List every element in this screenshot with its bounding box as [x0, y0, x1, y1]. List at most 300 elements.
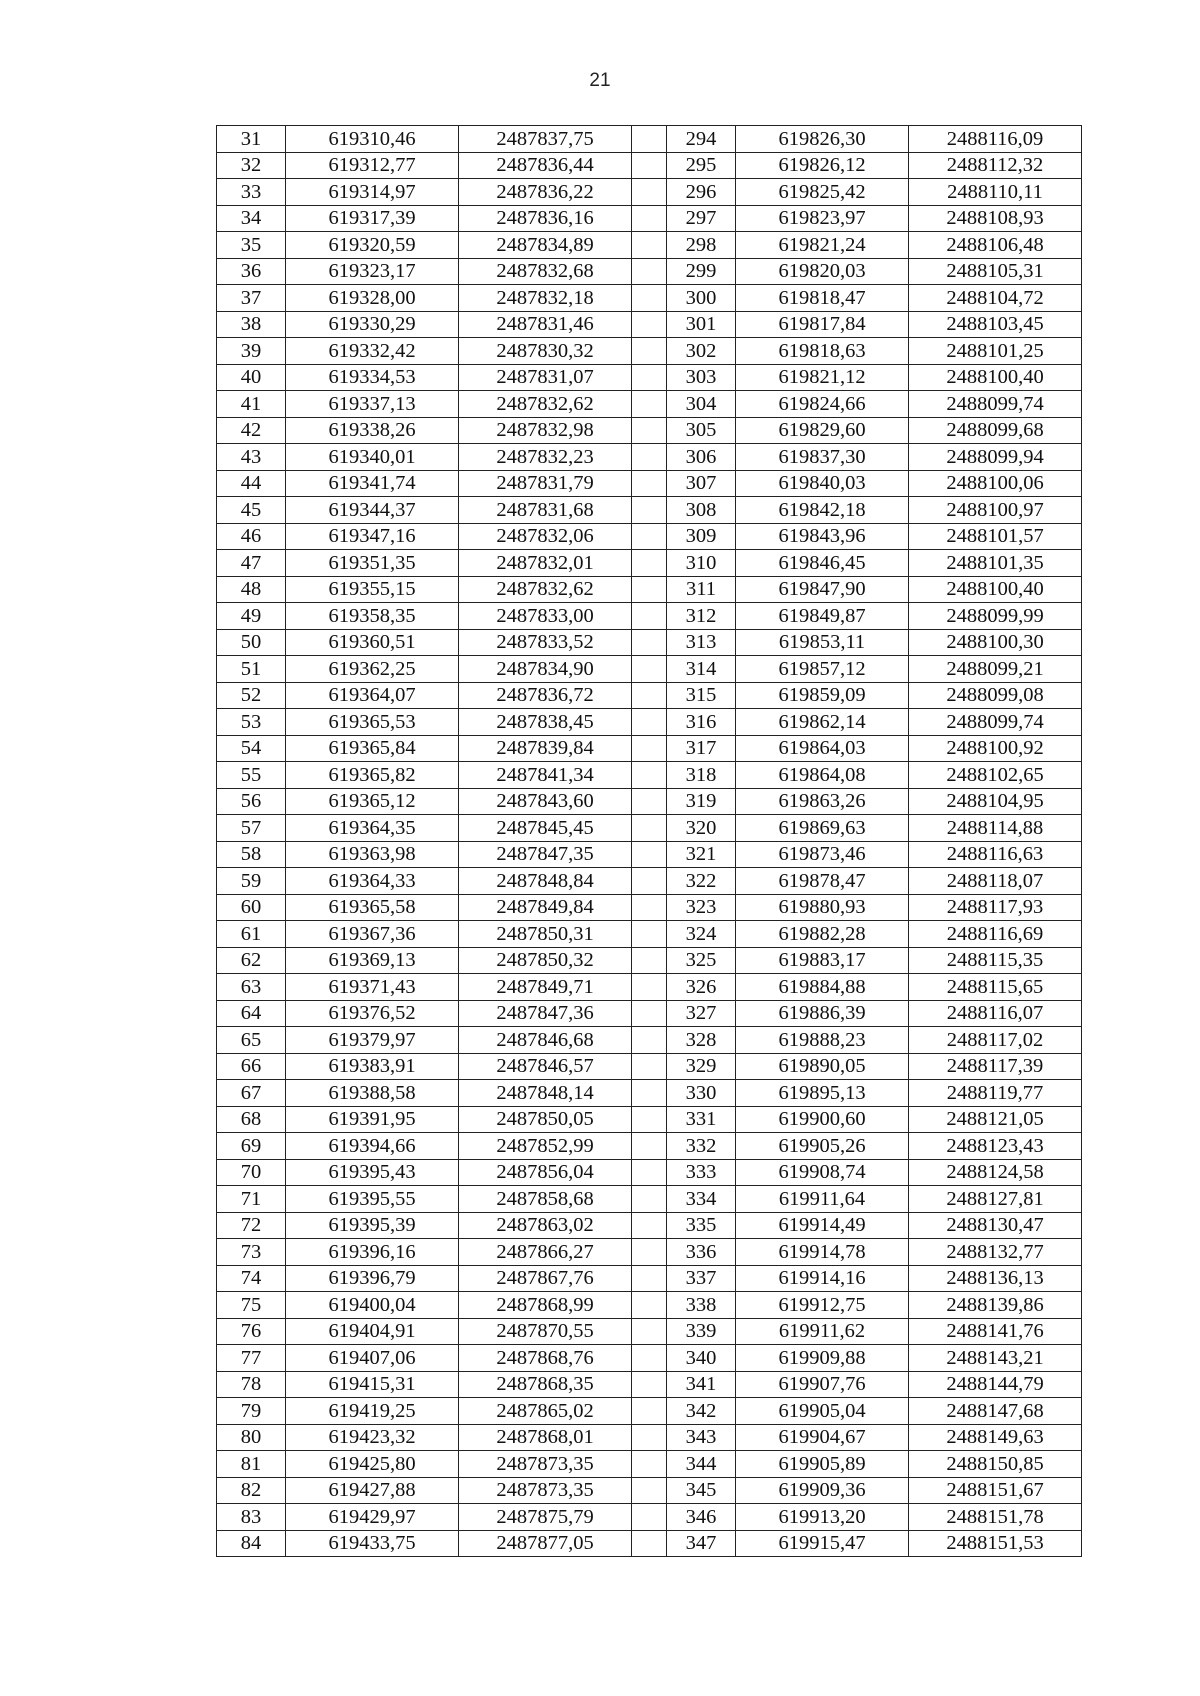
table-row: [217, 947, 1082, 974]
x-coordinate-right: 619905,89: [736, 1451, 909, 1478]
column-spacer: [632, 947, 667, 974]
table-row: [217, 1106, 1082, 1133]
column-spacer: [632, 152, 667, 179]
x-coordinate-left: 619365,82: [286, 762, 459, 789]
y-coordinate-right: 2488099,74: [909, 391, 1082, 418]
y-coordinate-right: 2488121,05: [909, 1106, 1082, 1133]
y-coordinate-right: 2488149,63: [909, 1424, 1082, 1451]
point-number-right: 332: [667, 1133, 736, 1160]
table-row: [217, 576, 1082, 603]
table-row: [217, 1292, 1082, 1319]
point-number-left: 58: [217, 841, 286, 868]
column-spacer: [632, 364, 667, 391]
y-coordinate-left: 2487836,72: [459, 682, 632, 709]
y-coordinate-left: 2487831,79: [459, 470, 632, 497]
x-coordinate-left: 619363,98: [286, 841, 459, 868]
x-coordinate-left: 619365,84: [286, 735, 459, 762]
y-coordinate-right: 2488099,21: [909, 656, 1082, 683]
x-coordinate-left: 619332,42: [286, 338, 459, 365]
point-number-left: 82: [217, 1477, 286, 1504]
point-number-right: 320: [667, 815, 736, 842]
y-coordinate-right: 2488104,72: [909, 285, 1082, 312]
point-number-left: 74: [217, 1265, 286, 1292]
point-number-left: 77: [217, 1345, 286, 1372]
point-number-right: 340: [667, 1345, 736, 1372]
column-spacer: [632, 1265, 667, 1292]
y-coordinate-left: 2487849,84: [459, 894, 632, 921]
y-coordinate-right: 2488100,40: [909, 576, 1082, 603]
point-number-right: 309: [667, 523, 736, 550]
y-coordinate-left: 2487830,32: [459, 338, 632, 365]
table-row: [217, 1265, 1082, 1292]
y-coordinate-right: 2488150,85: [909, 1451, 1082, 1478]
y-coordinate-right: 2488110,11: [909, 179, 1082, 206]
y-coordinate-right: 2488117,39: [909, 1053, 1082, 1080]
point-number-left: 52: [217, 682, 286, 709]
point-number-left: 46: [217, 523, 286, 550]
point-number-right: 314: [667, 656, 736, 683]
x-coordinate-left: 619429,97: [286, 1504, 459, 1531]
point-number-right: 295: [667, 152, 736, 179]
x-coordinate-right: 619895,13: [736, 1080, 909, 1107]
table-row: [217, 1530, 1082, 1557]
column-spacer: [632, 1398, 667, 1425]
x-coordinate-right: 619888,23: [736, 1027, 909, 1054]
y-coordinate-left: 2487847,36: [459, 1000, 632, 1027]
x-coordinate-right: 619878,47: [736, 868, 909, 895]
y-coordinate-right: 2488139,86: [909, 1292, 1082, 1319]
table-row: [217, 974, 1082, 1001]
y-coordinate-right: 2488123,43: [909, 1133, 1082, 1160]
table-row: [217, 709, 1082, 736]
point-number-right: 334: [667, 1186, 736, 1213]
x-coordinate-left: 619337,13: [286, 391, 459, 418]
x-coordinate-left: 619419,25: [286, 1398, 459, 1425]
point-number-right: 304: [667, 391, 736, 418]
point-number-right: 347: [667, 1530, 736, 1557]
point-number-left: 65: [217, 1027, 286, 1054]
y-coordinate-left: 2487846,57: [459, 1053, 632, 1080]
y-coordinate-right: 2488115,35: [909, 947, 1082, 974]
x-coordinate-right: 619905,04: [736, 1398, 909, 1425]
y-coordinate-left: 2487839,84: [459, 735, 632, 762]
x-coordinate-right: 619904,67: [736, 1424, 909, 1451]
x-coordinate-right: 619886,39: [736, 1000, 909, 1027]
column-spacer: [632, 1027, 667, 1054]
y-coordinate-right: 2488119,77: [909, 1080, 1082, 1107]
x-coordinate-left: 619317,39: [286, 205, 459, 232]
table-row: [217, 1371, 1082, 1398]
x-coordinate-left: 619338,26: [286, 417, 459, 444]
point-number-right: 331: [667, 1106, 736, 1133]
column-spacer: [632, 1212, 667, 1239]
point-number-left: 36: [217, 258, 286, 285]
table-row: [217, 391, 1082, 418]
x-coordinate-right: 619911,64: [736, 1186, 909, 1213]
point-number-left: 37: [217, 285, 286, 312]
x-coordinate-right: 619907,76: [736, 1371, 909, 1398]
x-coordinate-right: 619884,88: [736, 974, 909, 1001]
y-coordinate-left: 2487832,62: [459, 576, 632, 603]
point-number-right: 339: [667, 1318, 736, 1345]
x-coordinate-right: 619842,18: [736, 497, 909, 524]
x-coordinate-left: 619379,97: [286, 1027, 459, 1054]
y-coordinate-right: 2488099,74: [909, 709, 1082, 736]
table-row: [217, 762, 1082, 789]
point-number-left: 51: [217, 656, 286, 683]
point-number-right: 305: [667, 417, 736, 444]
column-spacer: [632, 1239, 667, 1266]
table-row: [217, 364, 1082, 391]
x-coordinate-right: 619914,78: [736, 1239, 909, 1266]
point-number-left: 81: [217, 1451, 286, 1478]
y-coordinate-right: 2488101,25: [909, 338, 1082, 365]
y-coordinate-left: 2487868,35: [459, 1371, 632, 1398]
x-coordinate-right: 619864,03: [736, 735, 909, 762]
point-number-left: 40: [217, 364, 286, 391]
column-spacer: [632, 550, 667, 577]
x-coordinate-right: 619890,05: [736, 1053, 909, 1080]
column-spacer: [632, 470, 667, 497]
point-number-left: 53: [217, 709, 286, 736]
point-number-left: 57: [217, 815, 286, 842]
point-number-right: 312: [667, 603, 736, 630]
column-spacer: [632, 417, 667, 444]
table-row: [217, 126, 1082, 153]
column-spacer: [632, 921, 667, 948]
point-number-left: 67: [217, 1080, 286, 1107]
point-number-right: 324: [667, 921, 736, 948]
y-coordinate-left: 2487849,71: [459, 974, 632, 1001]
y-coordinate-left: 2487852,99: [459, 1133, 632, 1160]
x-coordinate-left: 619394,66: [286, 1133, 459, 1160]
column-spacer: [632, 656, 667, 683]
y-coordinate-left: 2487848,84: [459, 868, 632, 895]
column-spacer: [632, 444, 667, 471]
point-number-right: 313: [667, 629, 736, 656]
x-coordinate-right: 619869,63: [736, 815, 909, 842]
x-coordinate-left: 619407,06: [286, 1345, 459, 1372]
x-coordinate-left: 619371,43: [286, 974, 459, 1001]
column-spacer: [632, 735, 667, 762]
column-spacer: [632, 709, 667, 736]
point-number-right: 343: [667, 1424, 736, 1451]
x-coordinate-left: 619364,33: [286, 868, 459, 895]
table-row: [217, 1239, 1082, 1266]
column-spacer: [632, 1424, 667, 1451]
point-number-right: 336: [667, 1239, 736, 1266]
y-coordinate-right: 2488102,65: [909, 762, 1082, 789]
column-spacer: [632, 285, 667, 312]
table-row: [217, 232, 1082, 259]
table-row: [217, 311, 1082, 338]
point-number-right: 342: [667, 1398, 736, 1425]
point-number-left: 50: [217, 629, 286, 656]
point-number-right: 337: [667, 1265, 736, 1292]
x-coordinate-left: 619351,35: [286, 550, 459, 577]
x-coordinate-left: 619312,77: [286, 152, 459, 179]
point-number-left: 70: [217, 1159, 286, 1186]
x-coordinate-right: 619909,36: [736, 1477, 909, 1504]
table-row: [217, 1424, 1082, 1451]
y-coordinate-left: 2487850,32: [459, 947, 632, 974]
table-row: [217, 841, 1082, 868]
x-coordinate-right: 619914,49: [736, 1212, 909, 1239]
y-coordinate-left: 2487832,06: [459, 523, 632, 550]
x-coordinate-right: 619873,46: [736, 841, 909, 868]
y-coordinate-left: 2487837,75: [459, 126, 632, 153]
column-spacer: [632, 338, 667, 365]
point-number-left: 35: [217, 232, 286, 259]
point-number-left: 76: [217, 1318, 286, 1345]
x-coordinate-left: 619396,16: [286, 1239, 459, 1266]
table-row: [217, 258, 1082, 285]
column-spacer: [632, 1504, 667, 1531]
x-coordinate-right: 619821,24: [736, 232, 909, 259]
y-coordinate-left: 2487847,35: [459, 841, 632, 868]
point-number-left: 83: [217, 1504, 286, 1531]
point-number-left: 31: [217, 126, 286, 153]
column-spacer: [632, 1080, 667, 1107]
y-coordinate-left: 2487866,27: [459, 1239, 632, 1266]
table-row: [217, 338, 1082, 365]
point-number-left: 73: [217, 1239, 286, 1266]
table-row: [217, 1027, 1082, 1054]
point-number-left: 49: [217, 603, 286, 630]
table-row: [217, 815, 1082, 842]
point-number-left: 71: [217, 1186, 286, 1213]
table-row: [217, 470, 1082, 497]
point-number-left: 38: [217, 311, 286, 338]
column-spacer: [632, 126, 667, 153]
table-row: [217, 1133, 1082, 1160]
table-row: [217, 1053, 1082, 1080]
x-coordinate-left: 619388,58: [286, 1080, 459, 1107]
y-coordinate-left: 2487868,76: [459, 1345, 632, 1372]
column-spacer: [632, 1477, 667, 1504]
y-coordinate-left: 2487832,98: [459, 417, 632, 444]
column-spacer: [632, 391, 667, 418]
column-spacer: [632, 788, 667, 815]
x-coordinate-right: 619900,60: [736, 1106, 909, 1133]
x-coordinate-right: 619826,12: [736, 152, 909, 179]
point-number-left: 42: [217, 417, 286, 444]
y-coordinate-right: 2488105,31: [909, 258, 1082, 285]
x-coordinate-right: 619853,11: [736, 629, 909, 656]
point-number-right: 325: [667, 947, 736, 974]
table-row: [217, 603, 1082, 630]
y-coordinate-left: 2487832,01: [459, 550, 632, 577]
y-coordinate-left: 2487834,89: [459, 232, 632, 259]
column-spacer: [632, 841, 667, 868]
x-coordinate-right: 619817,84: [736, 311, 909, 338]
y-coordinate-left: 2487867,76: [459, 1265, 632, 1292]
column-spacer: [632, 629, 667, 656]
y-coordinate-left: 2487833,00: [459, 603, 632, 630]
y-coordinate-left: 2487850,31: [459, 921, 632, 948]
table-row: [217, 656, 1082, 683]
y-coordinate-right: 2488116,69: [909, 921, 1082, 948]
point-number-left: 79: [217, 1398, 286, 1425]
x-coordinate-left: 619425,80: [286, 1451, 459, 1478]
x-coordinate-right: 619846,45: [736, 550, 909, 577]
point-number-right: 346: [667, 1504, 736, 1531]
column-spacer: [632, 497, 667, 524]
point-number-left: 80: [217, 1424, 286, 1451]
table-row: [217, 735, 1082, 762]
y-coordinate-right: 2488103,45: [909, 311, 1082, 338]
x-coordinate-right: 619826,30: [736, 126, 909, 153]
point-number-left: 60: [217, 894, 286, 921]
y-coordinate-right: 2488116,07: [909, 1000, 1082, 1027]
x-coordinate-right: 619849,87: [736, 603, 909, 630]
y-coordinate-left: 2487870,55: [459, 1318, 632, 1345]
x-coordinate-left: 619433,75: [286, 1530, 459, 1557]
x-coordinate-left: 619400,04: [286, 1292, 459, 1319]
point-number-right: 317: [667, 735, 736, 762]
x-coordinate-left: 619383,91: [286, 1053, 459, 1080]
x-coordinate-right: 619823,97: [736, 205, 909, 232]
column-spacer: [632, 1292, 667, 1319]
point-number-left: 33: [217, 179, 286, 206]
y-coordinate-left: 2487858,68: [459, 1186, 632, 1213]
column-spacer: [632, 523, 667, 550]
point-number-right: 308: [667, 497, 736, 524]
point-number-left: 56: [217, 788, 286, 815]
point-number-left: 69: [217, 1133, 286, 1160]
point-number-left: 68: [217, 1106, 286, 1133]
y-coordinate-right: 2488106,48: [909, 232, 1082, 259]
x-coordinate-left: 619427,88: [286, 1477, 459, 1504]
y-coordinate-left: 2487850,05: [459, 1106, 632, 1133]
point-number-right: 326: [667, 974, 736, 1001]
x-coordinate-left: 619340,01: [286, 444, 459, 471]
x-coordinate-right: 619829,60: [736, 417, 909, 444]
point-number-left: 54: [217, 735, 286, 762]
y-coordinate-right: 2488099,94: [909, 444, 1082, 471]
point-number-right: 341: [667, 1371, 736, 1398]
x-coordinate-right: 619837,30: [736, 444, 909, 471]
x-coordinate-right: 619840,03: [736, 470, 909, 497]
y-coordinate-left: 2487873,35: [459, 1451, 632, 1478]
table-row: [217, 550, 1082, 577]
table-row: [217, 921, 1082, 948]
x-coordinate-right: 619913,20: [736, 1504, 909, 1531]
x-coordinate-left: 619360,51: [286, 629, 459, 656]
y-coordinate-right: 2488108,93: [909, 205, 1082, 232]
y-coordinate-left: 2487832,18: [459, 285, 632, 312]
x-coordinate-right: 619820,03: [736, 258, 909, 285]
column-spacer: [632, 1530, 667, 1557]
x-coordinate-left: 619415,31: [286, 1371, 459, 1398]
point-number-left: 32: [217, 152, 286, 179]
x-coordinate-right: 619859,09: [736, 682, 909, 709]
point-number-left: 59: [217, 868, 286, 895]
table-row: [217, 523, 1082, 550]
x-coordinate-left: 619423,32: [286, 1424, 459, 1451]
column-spacer: [632, 1133, 667, 1160]
x-coordinate-right: 619843,96: [736, 523, 909, 550]
x-coordinate-left: 619364,35: [286, 815, 459, 842]
x-coordinate-right: 619912,75: [736, 1292, 909, 1319]
table-row: [217, 1159, 1082, 1186]
page-number: 21: [589, 70, 611, 91]
x-coordinate-right: 619880,93: [736, 894, 909, 921]
x-coordinate-left: 619365,53: [286, 709, 459, 736]
column-spacer: [632, 1451, 667, 1478]
y-coordinate-left: 2487836,16: [459, 205, 632, 232]
x-coordinate-right: 619883,17: [736, 947, 909, 974]
x-coordinate-left: 619358,35: [286, 603, 459, 630]
x-coordinate-left: 619320,59: [286, 232, 459, 259]
table-row: [217, 629, 1082, 656]
point-number-left: 78: [217, 1371, 286, 1398]
x-coordinate-left: 619365,58: [286, 894, 459, 921]
y-coordinate-left: 2487833,52: [459, 629, 632, 656]
column-spacer: [632, 682, 667, 709]
table-row: [217, 682, 1082, 709]
y-coordinate-right: 2488147,68: [909, 1398, 1082, 1425]
x-coordinate-left: 619395,55: [286, 1186, 459, 1213]
column-spacer: [632, 205, 667, 232]
point-number-left: 48: [217, 576, 286, 603]
point-number-left: 66: [217, 1053, 286, 1080]
point-number-right: 335: [667, 1212, 736, 1239]
column-spacer: [632, 1106, 667, 1133]
x-coordinate-left: 619334,53: [286, 364, 459, 391]
y-coordinate-right: 2488112,32: [909, 152, 1082, 179]
x-coordinate-right: 619908,74: [736, 1159, 909, 1186]
y-coordinate-left: 2487831,68: [459, 497, 632, 524]
y-coordinate-right: 2488101,35: [909, 550, 1082, 577]
point-number-left: 84: [217, 1530, 286, 1557]
y-coordinate-left: 2487836,44: [459, 152, 632, 179]
point-number-right: 316: [667, 709, 736, 736]
y-coordinate-right: 2488104,95: [909, 788, 1082, 815]
point-number-right: 310: [667, 550, 736, 577]
point-number-left: 34: [217, 205, 286, 232]
y-coordinate-left: 2487877,05: [459, 1530, 632, 1557]
point-number-left: 62: [217, 947, 286, 974]
point-number-right: 306: [667, 444, 736, 471]
x-coordinate-left: 619347,16: [286, 523, 459, 550]
x-coordinate-left: 619328,00: [286, 285, 459, 312]
y-coordinate-right: 2488100,92: [909, 735, 1082, 762]
point-number-left: 75: [217, 1292, 286, 1319]
y-coordinate-left: 2487873,35: [459, 1477, 632, 1504]
y-coordinate-right: 2488144,79: [909, 1371, 1082, 1398]
table-row: [217, 1186, 1082, 1213]
x-coordinate-right: 619914,16: [736, 1265, 909, 1292]
y-coordinate-right: 2488116,09: [909, 126, 1082, 153]
y-coordinate-right: 2488117,02: [909, 1027, 1082, 1054]
x-coordinate-left: 619376,52: [286, 1000, 459, 1027]
y-coordinate-left: 2487843,60: [459, 788, 632, 815]
point-number-right: 297: [667, 205, 736, 232]
y-coordinate-left: 2487831,07: [459, 364, 632, 391]
table-row: [217, 1345, 1082, 1372]
point-number-right: 311: [667, 576, 736, 603]
y-coordinate-right: 2488132,77: [909, 1239, 1082, 1266]
point-number-right: 298: [667, 232, 736, 259]
point-number-right: 322: [667, 868, 736, 895]
y-coordinate-left: 2487836,22: [459, 179, 632, 206]
y-coordinate-right: 2488151,78: [909, 1504, 1082, 1531]
point-number-left: 47: [217, 550, 286, 577]
x-coordinate-left: 619330,29: [286, 311, 459, 338]
column-spacer: [632, 815, 667, 842]
table-row: [217, 497, 1082, 524]
